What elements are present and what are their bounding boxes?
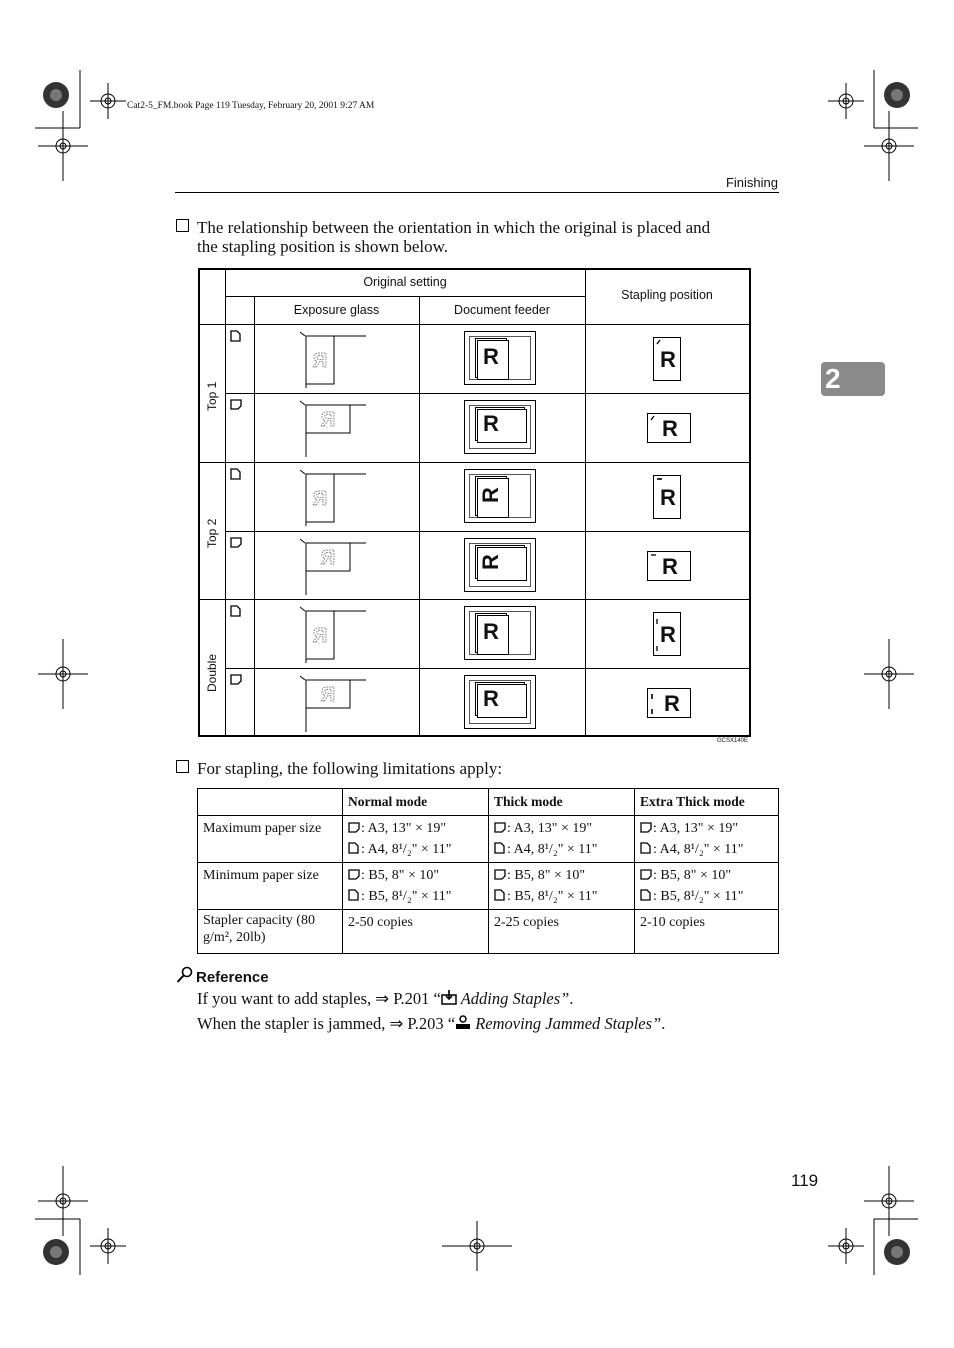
exposure-glass-sketch	[300, 605, 370, 665]
table-row	[198, 816, 779, 863]
table-row	[198, 910, 779, 954]
stapling-position-sketch: R	[653, 475, 681, 519]
portrait-paper-icon	[640, 887, 651, 898]
cell-value: : A4, 8¹/₂" × 11"	[507, 842, 598, 857]
svg-text:R: R	[320, 684, 336, 706]
chapter-tab: 2	[821, 362, 885, 396]
landscape-orientation-icon	[230, 399, 240, 410]
reference-heading	[176, 966, 269, 986]
header-stapling-position: Stapling position	[621, 288, 713, 302]
book-info-line: Cat2-5_FM.book Page 119 Tuesday, February 20, 2001 9:27 AM	[127, 101, 375, 111]
landscape-paper-icon	[640, 866, 651, 877]
exposure-glass-sketch	[300, 674, 370, 734]
portrait-paper-icon	[494, 887, 505, 898]
stapling-position-sketch: R	[647, 413, 691, 443]
portrait-orientation-icon	[230, 605, 240, 616]
exposure-glass-sketch	[300, 330, 370, 390]
jammed-staples-link[interactable]: Removing Jammed Staples”	[471, 1014, 662, 1033]
exposure-glass-sketch	[300, 468, 370, 528]
reference-title: Reference	[196, 969, 269, 986]
document-feeder-sketch: R	[464, 538, 536, 592]
svg-text:R: R	[320, 547, 336, 569]
cell-value: : A4, 8¹/₂" × 11"	[361, 842, 452, 857]
table-header-cell: Extra Thick mode	[635, 789, 779, 816]
landscape-orientation-icon	[230, 537, 240, 548]
header-document-feeder: Document feeder	[454, 303, 550, 317]
header-rule	[175, 192, 779, 193]
add-staples-link[interactable]: Adding Staples”	[456, 989, 570, 1008]
row-label: Maximum paper size	[198, 816, 343, 863]
table-cell: 2-10 copies	[635, 910, 779, 954]
landscape-paper-icon	[494, 819, 505, 830]
cell-value: : B5, 8¹/₂" × 11"	[653, 889, 744, 904]
portrait-orientation-icon	[230, 330, 240, 341]
landscape-orientation-icon	[230, 674, 240, 685]
cell-value: : B5, 8¹/₂" × 11"	[507, 889, 598, 904]
document-feeder-sketch: R	[464, 675, 536, 729]
group-label-top2: Top 2	[205, 518, 219, 548]
reference-text: .	[661, 1014, 666, 1033]
document-feeder-sketch: R	[464, 606, 536, 660]
table-cell	[635, 863, 779, 910]
figure-code: GCSX140E	[717, 738, 749, 744]
table-cell	[489, 863, 635, 910]
table-header-cell: Normal mode	[343, 789, 489, 816]
magnifier-icon	[176, 966, 194, 984]
svg-text:R: R	[312, 488, 328, 510]
svg-text:R: R	[312, 625, 328, 647]
page-number: 119	[791, 1171, 819, 1190]
limits-bullet	[176, 759, 502, 778]
cell-value: : B5, 8" × 10"	[361, 868, 440, 883]
row-label: Stapler capacity (80 g/m², 20lb)	[198, 910, 343, 954]
checkbox-bullet-icon	[176, 219, 189, 232]
reference-text: If you want to add staples, ⇒ P.201 “	[197, 989, 441, 1008]
cell-value: : A3, 13" × 19"	[653, 821, 739, 836]
portrait-paper-icon	[494, 840, 505, 851]
landscape-paper-icon	[494, 866, 505, 877]
table-row	[198, 863, 779, 910]
portrait-paper-icon	[640, 840, 651, 851]
table-cell	[343, 816, 489, 863]
landscape-paper-icon	[348, 866, 359, 877]
reference-line-1	[197, 989, 573, 1009]
table-header-cell: Thick mode	[489, 789, 635, 816]
orientation-diagram	[198, 268, 751, 737]
intro-bullet	[176, 218, 780, 256]
section-header: Finishing	[725, 175, 778, 190]
stapling-position-sketch: R	[647, 688, 691, 718]
stapling-position-sketch: R	[647, 551, 691, 581]
header-exposure-glass: Exposure glass	[293, 303, 380, 317]
exposure-glass-sketch	[300, 537, 370, 597]
cell-value: : B5, 8" × 10"	[507, 868, 586, 883]
reference-text: When the stapler is jammed, ⇒ P.203 “	[197, 1014, 456, 1033]
intro-line-1: The relationship between the orientation in which the original is placed and	[197, 218, 711, 237]
checkbox-bullet-icon	[176, 760, 189, 773]
stapling-limits-table	[197, 788, 779, 954]
table-cell	[343, 863, 489, 910]
document-feeder-sketch: R	[464, 331, 536, 385]
document-feeder-sketch: R	[464, 469, 536, 523]
stapling-position-sketch: R	[653, 612, 681, 656]
table-cell: 2-25 copies	[489, 910, 635, 954]
portrait-orientation-icon	[230, 468, 240, 479]
document-feeder-sketch: R	[464, 400, 536, 454]
jammed-staples-icon	[455, 1015, 471, 1030]
cell-value: : A4, 8¹/₂" × 11"	[653, 842, 744, 857]
add-staples-icon	[441, 990, 457, 1005]
group-label-top1: Top 1	[205, 381, 219, 411]
cell-value: : B5, 8¹/₂" × 11"	[361, 889, 452, 904]
cell-value: : A3, 13" × 19"	[507, 821, 593, 836]
landscape-paper-icon	[348, 819, 359, 830]
row-label: Minimum paper size	[198, 863, 343, 910]
svg-text:R: R	[312, 350, 328, 372]
svg-text:R: R	[320, 409, 336, 431]
reference-text: .	[569, 989, 574, 1008]
header-original-setting: Original setting	[363, 275, 447, 289]
table-cell	[635, 816, 779, 863]
group-label-double: Double	[205, 653, 219, 692]
cell-value: : A3, 13" × 19"	[361, 821, 447, 836]
limits-text: For stapling, the following limitations apply:	[197, 759, 503, 778]
table-cell: 2-50 copies	[343, 910, 489, 954]
landscape-paper-icon	[640, 819, 651, 830]
portrait-paper-icon	[348, 887, 359, 898]
stapling-position-sketch: R	[653, 337, 681, 381]
table-header-cell	[198, 789, 343, 816]
intro-line-2: the stapling position is shown below.	[197, 237, 449, 256]
table-header-row	[198, 789, 779, 816]
portrait-paper-icon	[348, 840, 359, 851]
reference-line-2	[197, 1014, 665, 1034]
exposure-glass-sketch	[300, 399, 370, 459]
cell-value: : B5, 8" × 10"	[653, 868, 732, 883]
table-cell	[489, 816, 635, 863]
